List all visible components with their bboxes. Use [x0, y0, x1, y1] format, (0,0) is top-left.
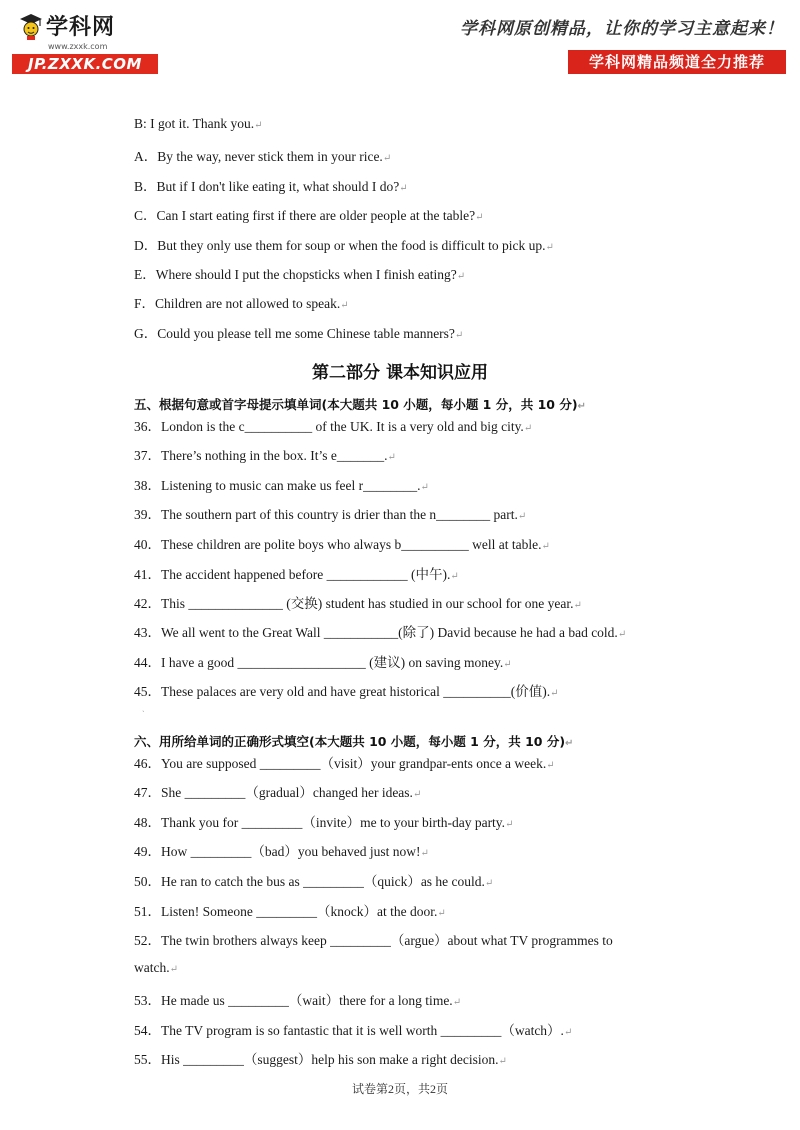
option-g: G．Could you please tell me some Chinese table manners?↵: [134, 326, 464, 341]
question-52-continued: watch.↵: [134, 960, 178, 975]
page-footer: 试卷第2页，共2页: [351, 1082, 448, 1096]
question-54: 54．The TV program is so fantastic that it is well worth _________（watch）.↵: [134, 1023, 573, 1038]
question-55: 55．His _________（suggest）help his son make a right decision.↵: [134, 1052, 507, 1067]
question-41: 41．The accident happened before ____________ (中午).↵: [134, 567, 459, 582]
part-title: 第二部分 课本知识应用: [312, 363, 488, 383]
header-promo: [460, 14, 786, 74]
logo-url-banner: JP.ZXXK.COM: [12, 54, 158, 74]
question-50: 50．He ran to catch the bus as _________（quick）as he could.↵: [134, 874, 494, 889]
question-45: 45．These palaces are very old and have great historical __________(价值).↵: [134, 684, 559, 699]
option-b: B．But if I don't like eating it, what should I do?↵: [134, 179, 408, 194]
stray-mark: ˎ: [142, 703, 145, 712]
question-37: 37．There’s nothing in the box. It’s e_______.↵: [134, 448, 396, 463]
section-6-heading: 六、用所给单词的正确形式填空(本大题共 10 小题，每小题 1 分，共 10 分)↵: [134, 734, 574, 749]
question-46: 46．You are supposed _________（visit）your grandpar-ents once a week.↵: [134, 756, 555, 771]
header-slogan: 学科网原创精品，让你的学习主意起来！: [460, 19, 784, 39]
question-48: 48．Thank you for _________（invite）me to your birth-day party.↵: [134, 815, 514, 830]
option-d: D．But they only use them for soup or when the food is difficult to pick up.↵: [134, 238, 554, 253]
option-f: F．Children are not allowed to speak.↵: [134, 296, 349, 311]
site-logo[interactable]: [12, 8, 162, 74]
channel-banner: 学科网精品频道全力推荐: [568, 50, 786, 74]
question-36: 36．London is the c__________ of the UK. It is a very old and big city.↵: [134, 419, 533, 434]
question-39: 39．The southern part of this country is drier than the n________ part.↵: [134, 507, 527, 522]
question-47: 47．She _________（gradual）changed her ideas.↵: [134, 785, 422, 800]
question-38: 38．Listening to music can make us feel r________.↵: [134, 478, 429, 493]
question-44: 44．I have a good ___________________ (建议) on saving money.↵: [134, 655, 512, 670]
question-42: 42．This ______________ (交换) student has studied in our school for one year.↵: [134, 596, 582, 611]
logo-mark: [18, 10, 115, 41]
question-43: 43．We all went to the Great Wall ___________(除了) David because he had a bad cold.↵: [134, 625, 627, 640]
option-e: E．Where should I put the chopsticks when I finish eating?↵: [134, 267, 466, 282]
option-a: A．By the way, never stick them in your rice.↵: [134, 149, 392, 164]
question-40: 40．These children are polite boys who always b__________ well at table.↵: [134, 537, 550, 552]
option-c: C．Can I start eating first if there are older people at the table?↵: [134, 208, 484, 223]
section-5-heading: 五、根据句意或首字母提示填单词(本大题共 10 小题，每小题 1 分，共 10 分)↵: [134, 397, 586, 412]
question-53: 53．He made us _________（wait）there for a long time.↵: [134, 993, 462, 1008]
question-51: 51．Listen! Someone _________（knock）at the door.↵: [134, 904, 446, 919]
question-52: 52．The twin brothers always keep _________（argue）about what TV programmes to: [134, 933, 613, 948]
question-49: 49．How _________（bad）you behaved just now!↵: [134, 844, 429, 859]
logo-subdomain: www.zxxk.com: [48, 42, 108, 51]
logo-text: 学科网: [46, 15, 116, 40]
mascot-icon: [18, 11, 44, 41]
dialogue-line: B: I got it. Thank you.↵: [134, 116, 263, 131]
